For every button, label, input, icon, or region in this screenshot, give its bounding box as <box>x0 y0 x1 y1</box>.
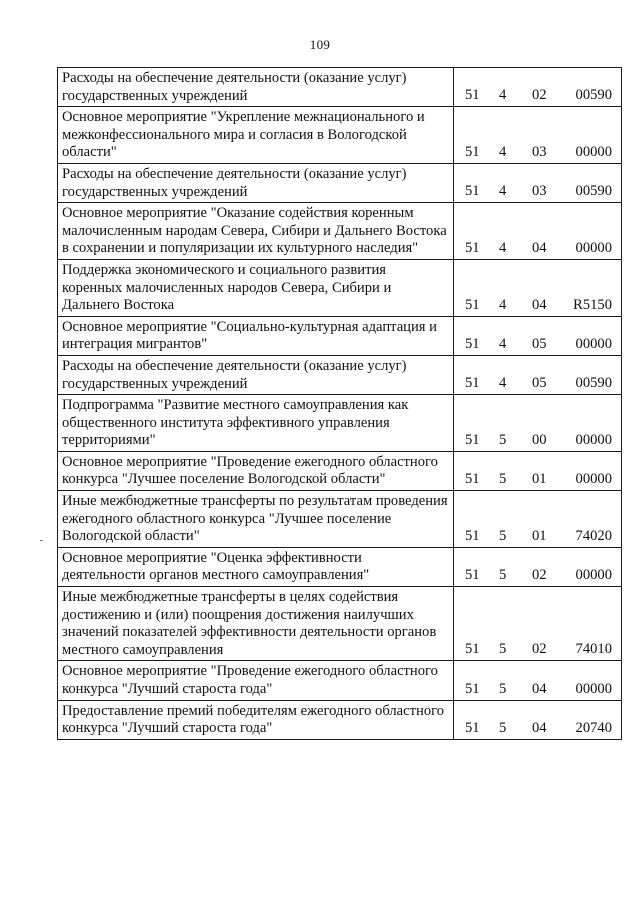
table-row <box>58 587 622 661</box>
subprogram-code: 4 <box>499 143 507 160</box>
event-code: 04 <box>532 239 547 256</box>
row-description: Основное мероприятие "Социально-культурная адаптация и интеграция мигрантов" <box>58 316 454 355</box>
row-codes <box>454 547 622 586</box>
event-code: 00 <box>532 431 547 448</box>
code-line <box>454 239 621 257</box>
direction-code: 00000 <box>575 680 612 697</box>
program-code: 51 <box>465 471 480 488</box>
table-row <box>58 259 622 316</box>
event-code: 04 <box>532 719 547 736</box>
subprogram-code: 5 <box>499 471 507 488</box>
event-code: 03 <box>532 143 547 160</box>
row-description: Предоставление премий победителям ежегодного областного конкурса "Лучший староста года" <box>58 700 454 739</box>
event-code: 01 <box>532 471 547 488</box>
program-code: 51 <box>465 87 480 104</box>
subprogram-code: 5 <box>499 527 507 544</box>
program-code: 51 <box>465 641 480 658</box>
subprogram-code: 5 <box>499 641 507 658</box>
event-code: 02 <box>532 641 547 658</box>
row-description: Основное мероприятие "Укрепление межнационального и межконфессионального мира и согласия в Вологодской области" <box>58 107 454 164</box>
row-codes <box>454 355 622 394</box>
program-code: 51 <box>465 239 480 256</box>
code-line <box>454 470 621 488</box>
table-row <box>58 316 622 355</box>
subprogram-code: 4 <box>499 239 507 256</box>
subprogram-code: 4 <box>499 183 507 200</box>
row-codes <box>454 316 622 355</box>
subprogram-code: 5 <box>499 680 507 697</box>
table-row <box>58 163 622 202</box>
event-code: 01 <box>532 527 547 544</box>
code-line <box>454 86 621 104</box>
direction-code: 00590 <box>575 375 612 392</box>
program-code: 51 <box>465 680 480 697</box>
row-codes <box>454 700 622 739</box>
table-body <box>58 68 622 740</box>
event-code: 05 <box>532 335 547 352</box>
code-line <box>454 143 621 161</box>
table-row <box>58 355 622 394</box>
program-code: 51 <box>465 183 480 200</box>
subprogram-code: 5 <box>499 719 507 736</box>
code-line <box>454 296 621 314</box>
table-row <box>58 547 622 586</box>
code-line <box>454 335 621 353</box>
direction-code: 74020 <box>575 527 612 544</box>
event-code: 04 <box>532 296 547 313</box>
direction-code: 74010 <box>575 641 612 658</box>
program-code: 51 <box>465 719 480 736</box>
table-row <box>58 68 622 107</box>
budget-classification-table <box>57 67 622 740</box>
table-row <box>58 661 622 700</box>
code-line <box>454 182 621 200</box>
row-codes <box>454 451 622 490</box>
code-line <box>454 640 621 658</box>
event-code: 02 <box>532 87 547 104</box>
code-line <box>454 374 621 392</box>
code-line <box>454 719 621 737</box>
subprogram-code: 4 <box>499 87 507 104</box>
row-codes <box>454 395 622 452</box>
direction-code: 00000 <box>575 239 612 256</box>
table-row <box>58 395 622 452</box>
event-code: 05 <box>532 375 547 392</box>
subprogram-code: 4 <box>499 375 507 392</box>
row-codes <box>454 163 622 202</box>
row-description: Основное мероприятие "Оказание содействия коренным малочисленным народам Севера, Сибири и Дальнего Востока в сохранении и популяризации их культурного наследия" <box>58 203 454 260</box>
event-code: 03 <box>532 183 547 200</box>
direction-code: 00000 <box>575 431 612 448</box>
direction-code: 00000 <box>575 471 612 488</box>
subprogram-code: 5 <box>499 567 507 584</box>
code-line <box>454 566 621 584</box>
direction-code: 00000 <box>575 335 612 352</box>
direction-code: R5150 <box>573 296 612 313</box>
program-code: 51 <box>465 527 480 544</box>
event-code: 02 <box>532 567 547 584</box>
program-code: 51 <box>465 431 480 448</box>
code-line <box>454 431 621 449</box>
table-row <box>58 700 622 739</box>
row-codes <box>454 203 622 260</box>
scan-edge-mark <box>40 540 43 541</box>
direction-code: 00000 <box>575 567 612 584</box>
table-row <box>58 107 622 164</box>
direction-code: 00000 <box>575 143 612 160</box>
row-description: Иные межбюджетные трансферты в целях содействия достижению и (или) поощрения достижения наилучших значений показателей эффективности деятельности органов местного самоуправления <box>58 587 454 661</box>
row-codes <box>454 68 622 107</box>
subprogram-code: 5 <box>499 431 507 448</box>
row-codes <box>454 661 622 700</box>
program-code: 51 <box>465 375 480 392</box>
row-codes <box>454 259 622 316</box>
table-row <box>58 203 622 260</box>
table-row <box>58 451 622 490</box>
direction-code: 20740 <box>575 719 612 736</box>
direction-code: 00590 <box>575 183 612 200</box>
row-codes <box>454 491 622 548</box>
row-description: Расходы на обеспечение деятельности (оказание услуг) государственных учреждений <box>58 355 454 394</box>
row-codes <box>454 587 622 661</box>
row-description: Поддержка экономического и социального развития коренных малочисленных народов Севера, Сибири и Дальнего Востока <box>58 259 454 316</box>
row-codes <box>454 107 622 164</box>
subprogram-code: 4 <box>499 335 507 352</box>
row-description: Основное мероприятие "Проведение ежегодного областного конкурса "Лучшее поселение Вологодской области" <box>58 451 454 490</box>
row-description: Основное мероприятие "Проведение ежегодного областного конкурса "Лучший староста года" <box>58 661 454 700</box>
code-line <box>454 527 621 545</box>
row-description: Иные межбюджетные трансферты по результатам проведения ежегодного областного конкурса "Лучшее поселение Вологодской области" <box>58 491 454 548</box>
subprogram-code: 4 <box>499 296 507 313</box>
program-code: 51 <box>465 143 480 160</box>
row-description: Подпрограмма "Развитие местного самоуправления как общественного института эффективного управления территориями" <box>58 395 454 452</box>
page-number: 109 <box>309 37 331 52</box>
program-code: 51 <box>465 335 480 352</box>
program-code: 51 <box>465 296 480 313</box>
program-code: 51 <box>465 567 480 584</box>
row-description: Расходы на обеспечение деятельности (оказание услуг) государственных учреждений <box>58 68 454 107</box>
row-description: Расходы на обеспечение деятельности (оказание услуг) государственных учреждений <box>58 163 454 202</box>
table-row <box>58 491 622 548</box>
code-line <box>454 680 621 698</box>
direction-code: 00590 <box>575 87 612 104</box>
event-code: 04 <box>532 680 547 697</box>
row-description: Основное мероприятие "Оценка эффективности деятельности органов местного самоуправления" <box>58 547 454 586</box>
